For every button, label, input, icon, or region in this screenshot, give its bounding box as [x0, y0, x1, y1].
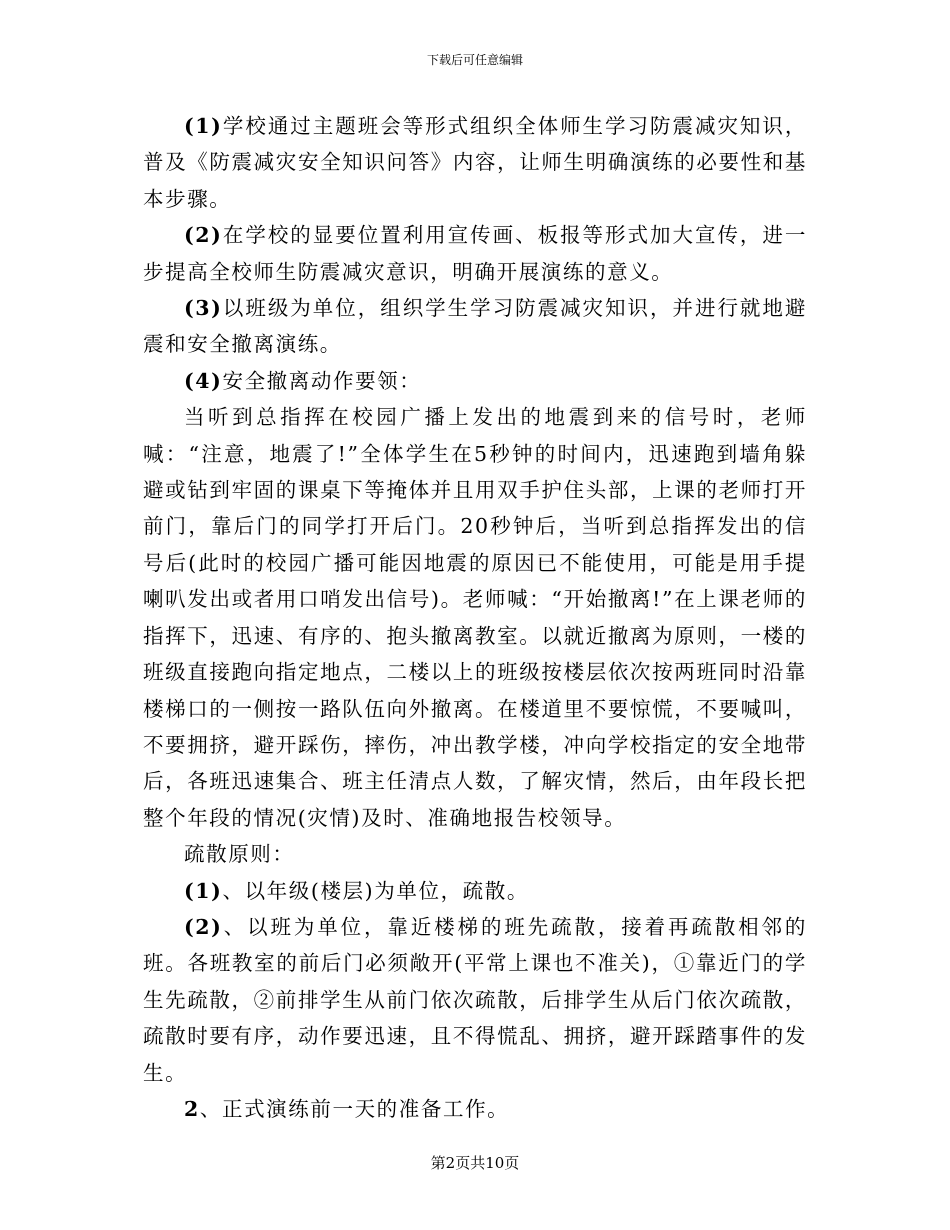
paragraph-text: 、正式演练前一天的准备工作。 — [199, 1096, 510, 1121]
paragraph-text: 、以年级(楼层)为单位，疏散。 — [222, 878, 529, 903]
paragraph-number: (1) — [184, 114, 223, 138]
paragraph-text: 安全撤离动作要领： — [222, 368, 422, 393]
paragraph-text: 当听到总指挥在校园广播上发出的地震到来的信号时，老师喊：“注意，地震了!”全体学生在5秒钟的时间内，迅速跑到墙角躲避或钻到牢固的课桌下等掩体并且用双手护住头部，上课的老师打开前门，靠后门的同学打开后门。20秒钟后，当听到总指挥发出的信号后(此时的校园广播可能因地震的原因已不能使用，可能是用手提喇叭发出或者用口哨发出信号)。老师喊：“开始撤离!”在上课老师的指挥下，迅速、有序的、抱头撤离教室。以就近撤离为原则，一楼的班级直接跑向指定地点，二楼以上的班级按楼层依次按两班同时沿靠楼梯口的一侧按一路队伍向外撤离。在楼道里不要惊慌，不要喊叫，不要拥挤，避开踩伤，摔伤，冲出教学楼，冲向学校指定的安全地带后，各班迅速集合、班主任清点人数，了解灾情，然后，由年段长把整个年段的情况(灾情)及时、准确地报告校领导。 — [143, 405, 807, 830]
paragraph-text: 学校通过主题班会等形式组织全体师生学习防震减灾知识，普及《防震减灾安全知识问答》内容，让师生明确演练的必要性和基本步骤。 — [143, 114, 807, 211]
paragraph-principle-2 — [143, 909, 807, 1091]
paragraph-text: 疏散原则： — [184, 842, 295, 867]
paragraph-number: (2) — [184, 914, 223, 939]
document-body — [143, 108, 807, 1127]
section-number: 2 — [184, 1096, 200, 1121]
paragraph-principle-1 — [143, 873, 807, 909]
page-header: 下载后可任意编辑 — [426, 53, 523, 67]
page-footer: 第2页共10页 — [430, 1154, 520, 1172]
paragraph-text: 、以班为单位，靠近楼梯的班先疏散，接着再疏散相邻的班。各班教室的前后门必须敞开(平常上课也不准关)，①靠近门的学生先疏散，②前排学生从前门依次疏散，后排学生从后门依次疏散，疏散时要有序，动作要迅速，且不得慌乱、拥挤，避开踩踏事件的发生。 — [143, 914, 807, 1085]
paragraph-text: 以班级为单位，组织学生学习防震减灾知识，并进行就地避震和安全撤离演练。 — [143, 296, 807, 357]
paragraph-number: (2) — [184, 223, 223, 248]
paragraph-4 — [143, 363, 807, 399]
paragraph-number: (4) — [184, 368, 223, 393]
paragraph-text: 在学校的显要位置利用宣传画、板报等形式加大宣传，进一步提高全校师生防震减灾意识，明确开展演练的意义。 — [143, 223, 807, 284]
paragraph-evacuation-principles-heading — [143, 836, 807, 872]
paragraph-3 — [143, 290, 807, 363]
paragraph-1 — [143, 108, 807, 217]
paragraph-number: (1) — [184, 878, 223, 903]
paragraph-section-2 — [143, 1091, 807, 1127]
paragraph-number: (3) — [184, 296, 223, 321]
paragraph-2 — [143, 217, 807, 290]
paragraph-evacuation-procedure — [143, 399, 807, 836]
